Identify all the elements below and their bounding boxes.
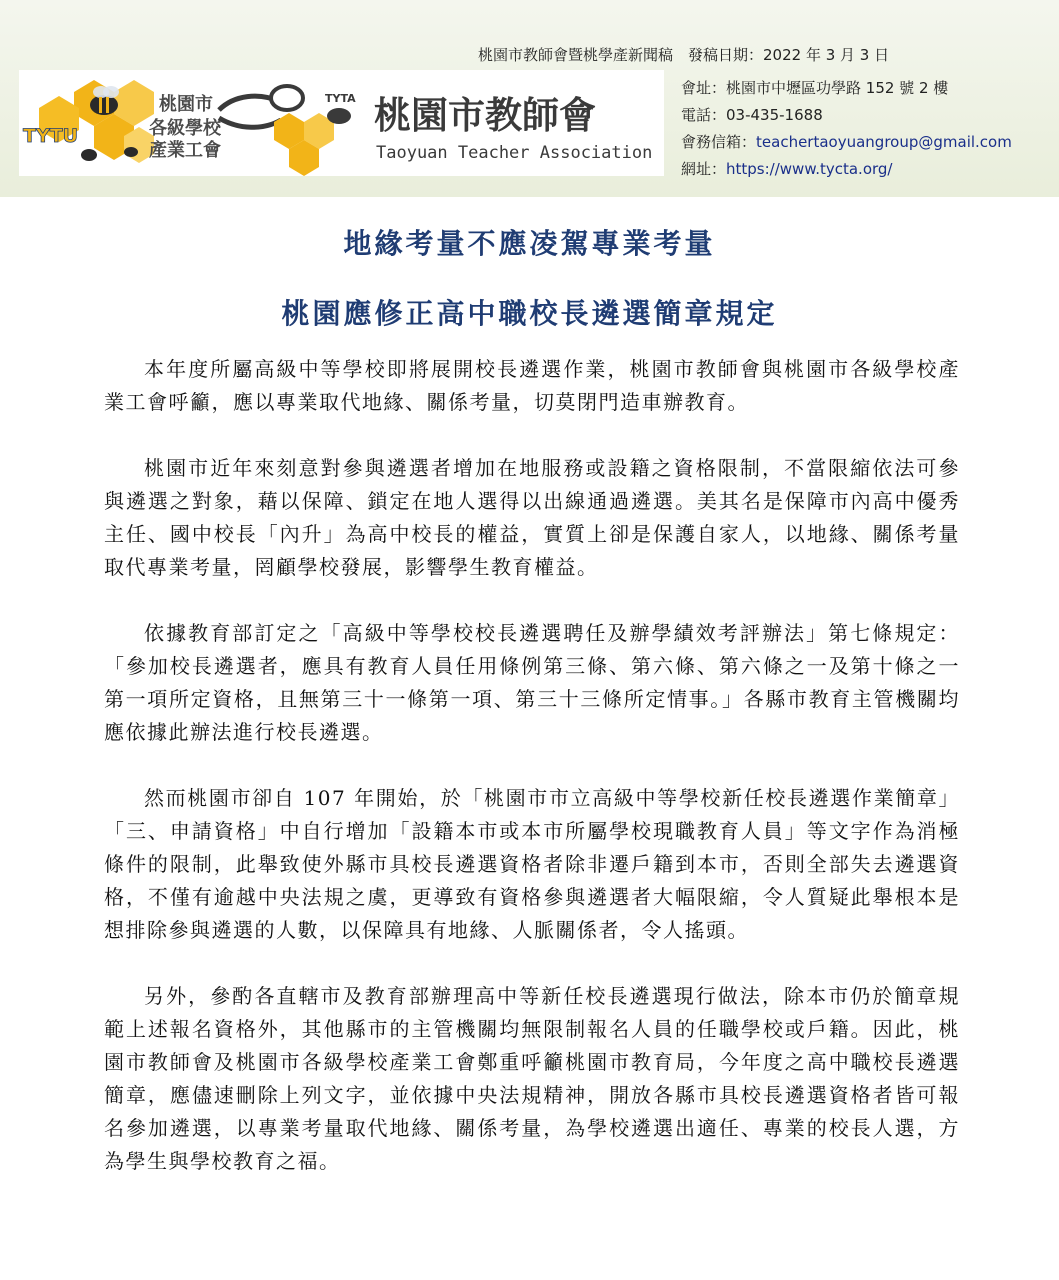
logo-banner (19, 70, 664, 176)
contact-block (681, 75, 1012, 183)
email-link[interactable]: teachertaoyuangroup@gmail.com (756, 133, 1012, 151)
paragraph: 另外，參酌各直轄市及教育部辦理高中等新任校長遴選現行做法，除本市仍於簡章規範上述報名資格外，其他縣市的主管機關均無限制報名人員的任職學校或戶籍。因此，桃園市教師會及桃園市各級學校產業工會鄭重呼籲桃園市教育局，今年度之高中職校長遴選簡章，應儘速刪除上列文字，並依據中央法規精神，開放各縣市具校長遴選資格者皆可報名參加遴選，以專業考量取代地緣、關係考量，為學校遴選出適任、專業的校長人選，方為學生與學校教育之福。 (104, 984, 960, 1173)
phone-line: 電話：03-435-1688 (681, 106, 823, 124)
address-line: 會址：桃園市中壢區功學路 152 號 2 樓 (681, 79, 949, 97)
paragraph: 依據教育部訂定之「高級中等學校校長遴選聘任及辦學績效考評辦法」第七條規定：「參加校長遴選者，應具有教育人員任用條例第三條、第六條、第六條之一及第十條之一第一項所定資格，且無第三十一條第一項、第三十三條所定情事。」各縣市教育主管機關均應依據此辦法進行校長遴選。 (104, 621, 960, 744)
association-name-zh: 桃園市教師會 (374, 94, 596, 137)
website-link[interactable]: https://www.tycta.org/ (726, 160, 893, 178)
paragraph: 本年度所屬高級中等學校即將展開校長遴選作業，桃園市教師會與桃園市各級學校產業工會呼籲，應以專業取代地緣、關係考量，切莫閉門造車辦教育。 (104, 357, 960, 414)
letterhead (0, 0, 1059, 197)
union-name-line1: 桃園市 (159, 94, 213, 115)
tyta-badge: TYTA (325, 92, 356, 105)
website-line: 網址：https://www.tycta.org/ (681, 160, 893, 178)
subheadline: 桃園應修正高中職校長遴選簡章規定 (281, 297, 778, 330)
logo-art (19, 70, 664, 176)
email-line: 會務信箱：teachertaoyuangroup@gmail.com (681, 133, 1012, 151)
article-body (104, 353, 960, 1211)
headline: 地緣考量不應凌駕專業考量 (343, 227, 716, 260)
bee-icon (90, 86, 119, 115)
tytu-badge: TYTU (23, 125, 79, 147)
paragraph: 桃園市近年來刻意對參與遴選者增加在地服務或設籍之資格限制，不當限縮依法可參與遴選之對象，藉以保障、鎖定在地人選得以出線通過遴選。美其名是保障市內高中優秀主任、國中校長「內升」為高中校長的權益，實質上卻是保護自家人，以地緣、關係考量取代專業考量，罔顧學校發展，影響學生教育權益。 (104, 456, 960, 579)
union-name-line2: 各級學校 (149, 118, 221, 139)
association-name-en: Taoyuan Teacher Association (376, 143, 653, 163)
release-line: 桃園市教師會暨桃學產新聞稿 發稿日期：2022 年 3 月 3 日 (478, 46, 890, 64)
union-name-line3: 產業工會 (149, 140, 221, 161)
paragraph: 然而桃園市卻自 107 年開始，於「桃園市市立高級中等學校新任校長遴選作業簡章」「三、申請資格」中自行增加「設籍本市或本市所屬學校現職教育人員」等文字作為消極條件的限制，此舉致使外縣市具校長遴選資格者除非遷戶籍到本市，否則全部失去遴選資格，不僅有逾越中央法規之虞，更導致有資格參與遴選者大幅限縮，令人質疑此舉根本是想排除參與遴選的人數，以保障具有地緣、人脈關係者，令人搖頭。 (104, 786, 960, 942)
